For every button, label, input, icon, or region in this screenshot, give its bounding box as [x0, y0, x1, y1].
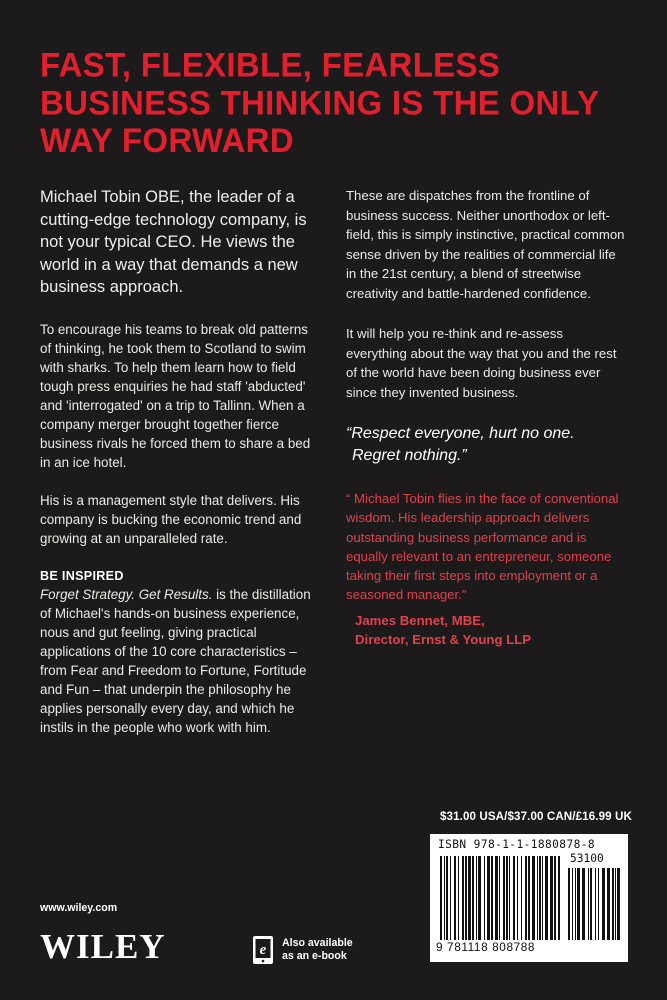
ebook-line-2: as an e-book [282, 949, 347, 962]
ean-digits: 9 781118 808788 [436, 940, 536, 954]
pull-quote-line-2: Regret nothing.” [352, 447, 467, 464]
price-line: $31.00 USA/$37.00 CAN/£16.99 UK [440, 810, 632, 823]
pull-quote-line-1: “Respect everyone, hurt no one. [346, 425, 575, 442]
ebook-availability [282, 937, 353, 962]
attribution-name: James Bennet, MBE, [355, 612, 485, 628]
dispatches-paragraph: These are dispatches from the frontline of business success. Neither unorthodox or left-field, this is simply instinctive, practical common sense driven by the realities of commercial life in the 21st century, a blend of streetwise creativity and battle-hardened confidence. [346, 188, 625, 301]
book-title: Forget Strategy. Get Results. [40, 586, 213, 602]
headline-line-2: BUSINESS THINKING IS THE ONLY [40, 82, 600, 122]
lead-paragraph: Michael Tobin OBE, the leader of a cutting-edge technology company, is not your typical CEO. He views the world in a way that demands a new business approach. [40, 188, 307, 296]
barcode-box [430, 834, 628, 962]
ean-barcode-icon [440, 856, 560, 940]
ebook-icon [252, 935, 274, 965]
wiley-logo: WILEY [40, 927, 166, 966]
endorsement-quote: “ Michael Tobin flies in the face of conventional wisdom. His leadership approach delivers outstanding business performance and is equally relevant to an entrepreneur, someone taking their first steps into employment or a seasoned manager.” [346, 491, 619, 603]
pull-quote [346, 423, 626, 467]
distillation-text: is the distillation of Michael's hands-on business experience, nous and gut feeling, giving practical applications of the 10 core characteristics – from Fear and Freedom to Fortune, Fortitude and Fun – that underpin the philosophy he applies personally every day, and which he instils in the people who work with him. [40, 586, 311, 735]
publisher-url: www.wiley.com [40, 902, 118, 914]
headline [40, 46, 640, 159]
ebook-line-1: Also available [282, 937, 353, 949]
right-column [346, 186, 626, 649]
section-heading-be-inspired: BE INSPIRED [40, 568, 124, 583]
body-paragraph-management-style: His is a management style that delivers. His company is bucking the economic trend and growing at an unparalleled rate. [40, 492, 302, 546]
rethink-paragraph: It will help you re-think and re-assess everything about the way that you and the rest of the world have been doing business ever since they invented business. [346, 326, 617, 400]
price-addon-code: 53100 [570, 852, 604, 865]
headline-line-3: WAY FORWARD [40, 120, 294, 160]
addon-barcode-icon [568, 868, 620, 940]
endorsement-attribution [346, 611, 626, 650]
body-paragraph-sharks: To encourage his teams to break old patterns of thinking, he took them to Scotland to swim with sharks. To help them learn how to field tough press enquiries he had staff 'abducted' and 'interrogated' on a trip to Tallinn. When a company merger brought together fierce business rivals he forced them to share a bed in an ice hotel. [40, 321, 311, 470]
headline-line-1: FAST, FLEXIBLE, FEARLESS [40, 44, 501, 84]
body-paragraph-distillation [40, 585, 312, 737]
left-column [40, 186, 312, 756]
svg-text:e: e [259, 942, 267, 958]
attribution-title: Director, Ernst & Young LLP [355, 632, 532, 648]
isbn-text: ISBN 978-1-1-1880878-8 [438, 838, 595, 851]
